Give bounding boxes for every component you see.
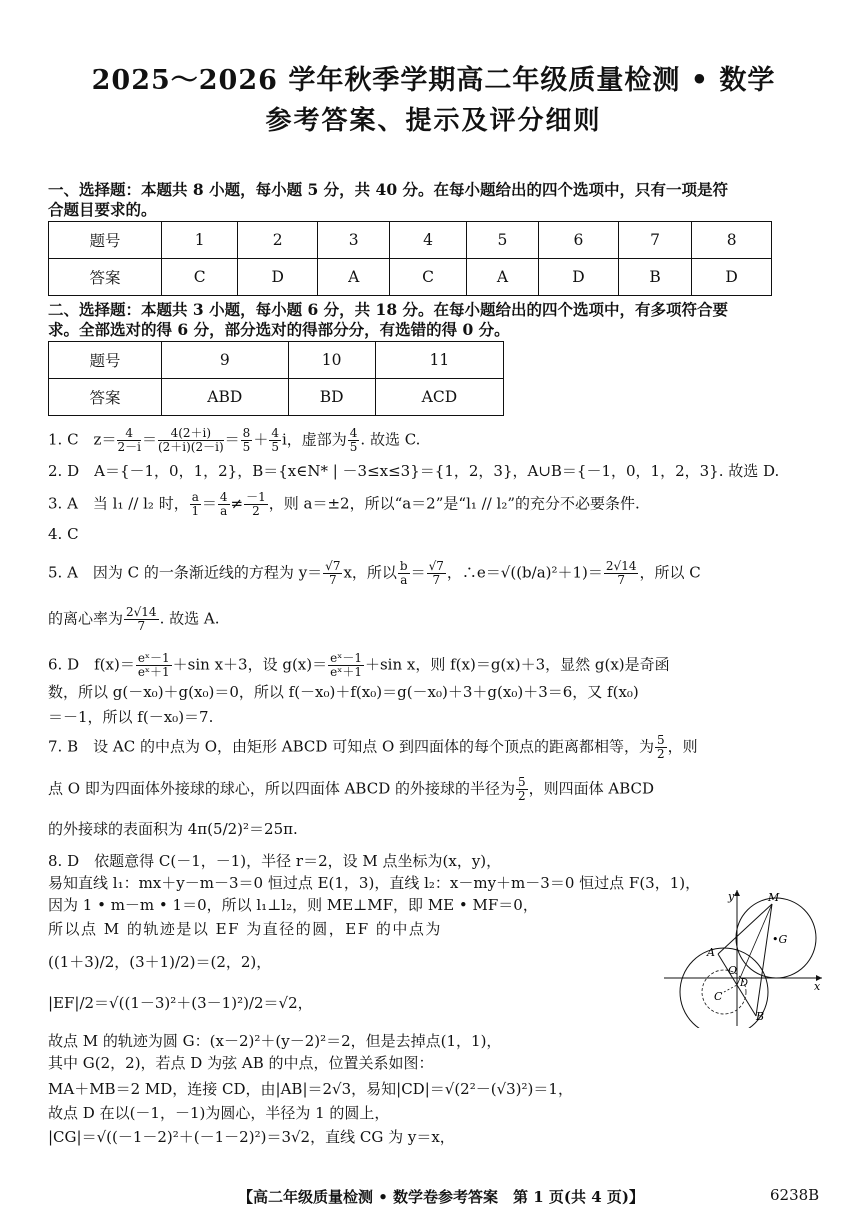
answer-cell: ABD — [162, 379, 289, 416]
answer-cell: D — [238, 259, 318, 296]
label-B: B — [756, 1010, 765, 1023]
answer-cell: A — [318, 259, 390, 296]
row-label-answer: 答案 — [49, 379, 162, 416]
solution-6: 6. D f(x)＝ $\frac{\text{eˣ－1}}{\text{eˣ＋1}}$ ＋sin x＋3，设 g(x)＝ $\frac{\text{eˣ－1}}{\text{eˣ＋1}}$ ＋sin x，则 f(x)＝g(x)＋3，显然 g(x)是奇函 — [48, 651, 670, 679]
solution-8-line: MA＋MB＝2 MD，连接 CD，由|AB|＝2√3，易知|CD|＝√(2²－(√3)²)＝1， — [48, 1080, 573, 1098]
label-C: C — [714, 990, 723, 1003]
answer-cell: C — [390, 259, 466, 296]
section1-answer-table — [48, 221, 772, 296]
label-x: x — [814, 980, 821, 993]
row-label-question: 题号 — [49, 342, 162, 379]
solution-1: 1. C z＝ $\frac{4}{2-i}$ ＝ $\frac{4(2+i)}{(2+i)(2-i)}$ ＝ $\frac{8}{5}$ ＋ $\frac{4}{5}$ i，虚部为 $\frac{4}{5}$ . 故选 C. — [48, 426, 421, 454]
solution-8-line: 其中 G(2，2)，若点 D 为弦 AB 的中点，位置关系如图： — [48, 1054, 434, 1072]
solution-8-line: |CG|＝√((－1－2)²＋(－1－2)²)＝3√2，直线 CG 为 y＝x， — [48, 1128, 455, 1146]
label-A: A — [707, 946, 715, 959]
solution-5-cont: 的离心率为 $\frac{2√14}{7}$ . 故选 A. — [48, 605, 220, 633]
solution-8: 8. D 依题意得 C(－1，－1)，半径 r＝2，设 M 点坐标为(x，y)， — [48, 852, 502, 870]
solution-6-cont: 数，所以 g(－x₀)＋g(x₀)＝0，所以 f(－x₀)＋f(x₀)＝g(－x₀)＋3＋g(x₀)＋3＝6，又 f(x₀) — [48, 683, 639, 701]
solution-7-cont: 点 O 即为四面体外接球的球心，所以四面体 ABCD 的外接球的半径为 $\frac{5}{2}$ ，则四面体 ABCD — [48, 775, 655, 803]
footer-code: 6238B — [770, 1186, 820, 1204]
solution-7-cont2: 的外接球的表面积为 4π(5/2)²＝25π. — [48, 820, 298, 838]
question-number: 5 — [466, 222, 538, 259]
solution-8-line: 故点 M 的轨迹为圆 G：(x－2)²＋(y－2)²＝2，但是去掉点(1，1)， — [48, 1032, 502, 1050]
answer-cell: C — [162, 259, 238, 296]
answer-cell: A — [466, 259, 538, 296]
label-y: y — [728, 890, 735, 903]
answer-cell: BD — [288, 379, 375, 416]
footer-text: 【高二年级质量检测 • 数学卷参考答案 第 1 页(共 4 页)】 — [238, 1188, 644, 1206]
solution-5: 5. A 因为 C 的一条渐近线的方程为 y＝ $\frac{√7}{7}$ x，所以 $\frac{b}{a}$ ＝ $\frac{√7}{7}$ ，∴e＝√((b/a)²＋1)＝ $\frac{2√14}{7}$ ，所以 C — [48, 559, 701, 587]
answer-cell: B — [618, 259, 691, 296]
question-number: 1 — [162, 222, 238, 259]
question-number: 3 — [318, 222, 390, 259]
question-number: 9 — [162, 342, 289, 379]
label-D: D — [740, 978, 749, 989]
y-axis-arrow — [734, 890, 740, 896]
question-number: 4 — [390, 222, 466, 259]
label-M: M — [768, 891, 780, 904]
solution-6-cont2: ＝－1，所以 f(－x₀)＝7. — [48, 708, 214, 726]
answer-cell: D — [692, 259, 772, 296]
table-row — [49, 379, 504, 416]
solution-4: 4. C — [48, 525, 79, 543]
table-row — [49, 342, 504, 379]
section1-instructions: 一、选择题：本题共 8 小题，每小题 5 分，共 40 分。在每小题给出的四个选项中，只有一项是符 合题目要求的。 — [48, 180, 729, 219]
solution-8-line: ((1＋3)/2，(3＋1)/2)＝(2，2)， — [48, 953, 272, 971]
solution-8-line: 所以点 M 的轨迹是以 EF 为直径的圆，EF 的中点为 — [48, 920, 442, 938]
question-number: 11 — [375, 342, 503, 379]
solution-8-line: 故点 D 在以(－1，－1)为圆心，半径为 1 的圆上， — [48, 1104, 390, 1122]
question-number: 2 — [238, 222, 318, 259]
answer-cell: D — [539, 259, 619, 296]
solution-7: 7. B 设 AC 的中点为 O，由矩形 ABCD 可知点 O 到四面体的每个顶点的距离都相等，为 $\frac{5}{2}$ ，则 — [48, 733, 698, 761]
solution-8-line: 因为 1 • m－m • 1＝0，所以 l₁⊥l₂，则 ME⊥MF，即 ME • MF＝0， — [48, 896, 538, 914]
section2-instructions: 二、选择题：本题共 3 小题，每小题 6 分，共 18 分。在每小题给出的四个选项中，有多项符合要 求。全部选对的得 6 分，部分选对的得部分分，有选错的得 0 分。 — [48, 300, 729, 339]
section2-answer-table — [48, 341, 504, 416]
segment-MA — [718, 904, 772, 954]
page-title: 2025～2026 学年秋季学期高二年级质量检测 • 数学 — [91, 65, 776, 96]
answer-cell: ACD — [375, 379, 503, 416]
segment-CD — [724, 985, 737, 992]
solution-3: 3. A 当 l₁ // l₂ 时， $\frac{a}{1}$ ＝ $\frac{4}{a}$ ≠ $\frac{-1}{2}$ ，则 a＝±2，所以“a＝2”是“l₁ // l₂”的充分不必要条件. — [48, 490, 640, 518]
circle-C — [680, 948, 768, 1028]
circle-geometry-figure — [664, 888, 824, 1028]
solution-8-line: 易知直线 l₁：mx＋y－m－3＝0 恒过点 E(1，3)，直线 l₂：x－my＋m－3＝0 恒过点 F(3，1)， — [48, 874, 701, 892]
page-subtitle: 参考答案、提示及评分细则 — [265, 106, 602, 136]
solution-2: 2. D A＝{－1，0，1，2}，B＝{x∈N* | －3≤x≤3}＝{1，2，3}，A∪B＝{－1，0，1，2，3}. 故选 D. — [48, 462, 780, 480]
label-G: •G — [772, 933, 788, 946]
segment-MB — [756, 904, 772, 1016]
table-row — [49, 259, 772, 296]
question-number: 10 — [288, 342, 375, 379]
question-number: 8 — [692, 222, 772, 259]
question-number: 6 — [539, 222, 619, 259]
row-label-question: 题号 — [49, 222, 162, 259]
question-number: 7 — [618, 222, 691, 259]
solution-8-line: |EF|/2＝√((1－3)²＋(3－1)²)/2＝√2， — [48, 994, 313, 1012]
row-label-answer: 答案 — [49, 259, 162, 296]
table-row — [49, 222, 772, 259]
label-O: O — [728, 964, 738, 977]
